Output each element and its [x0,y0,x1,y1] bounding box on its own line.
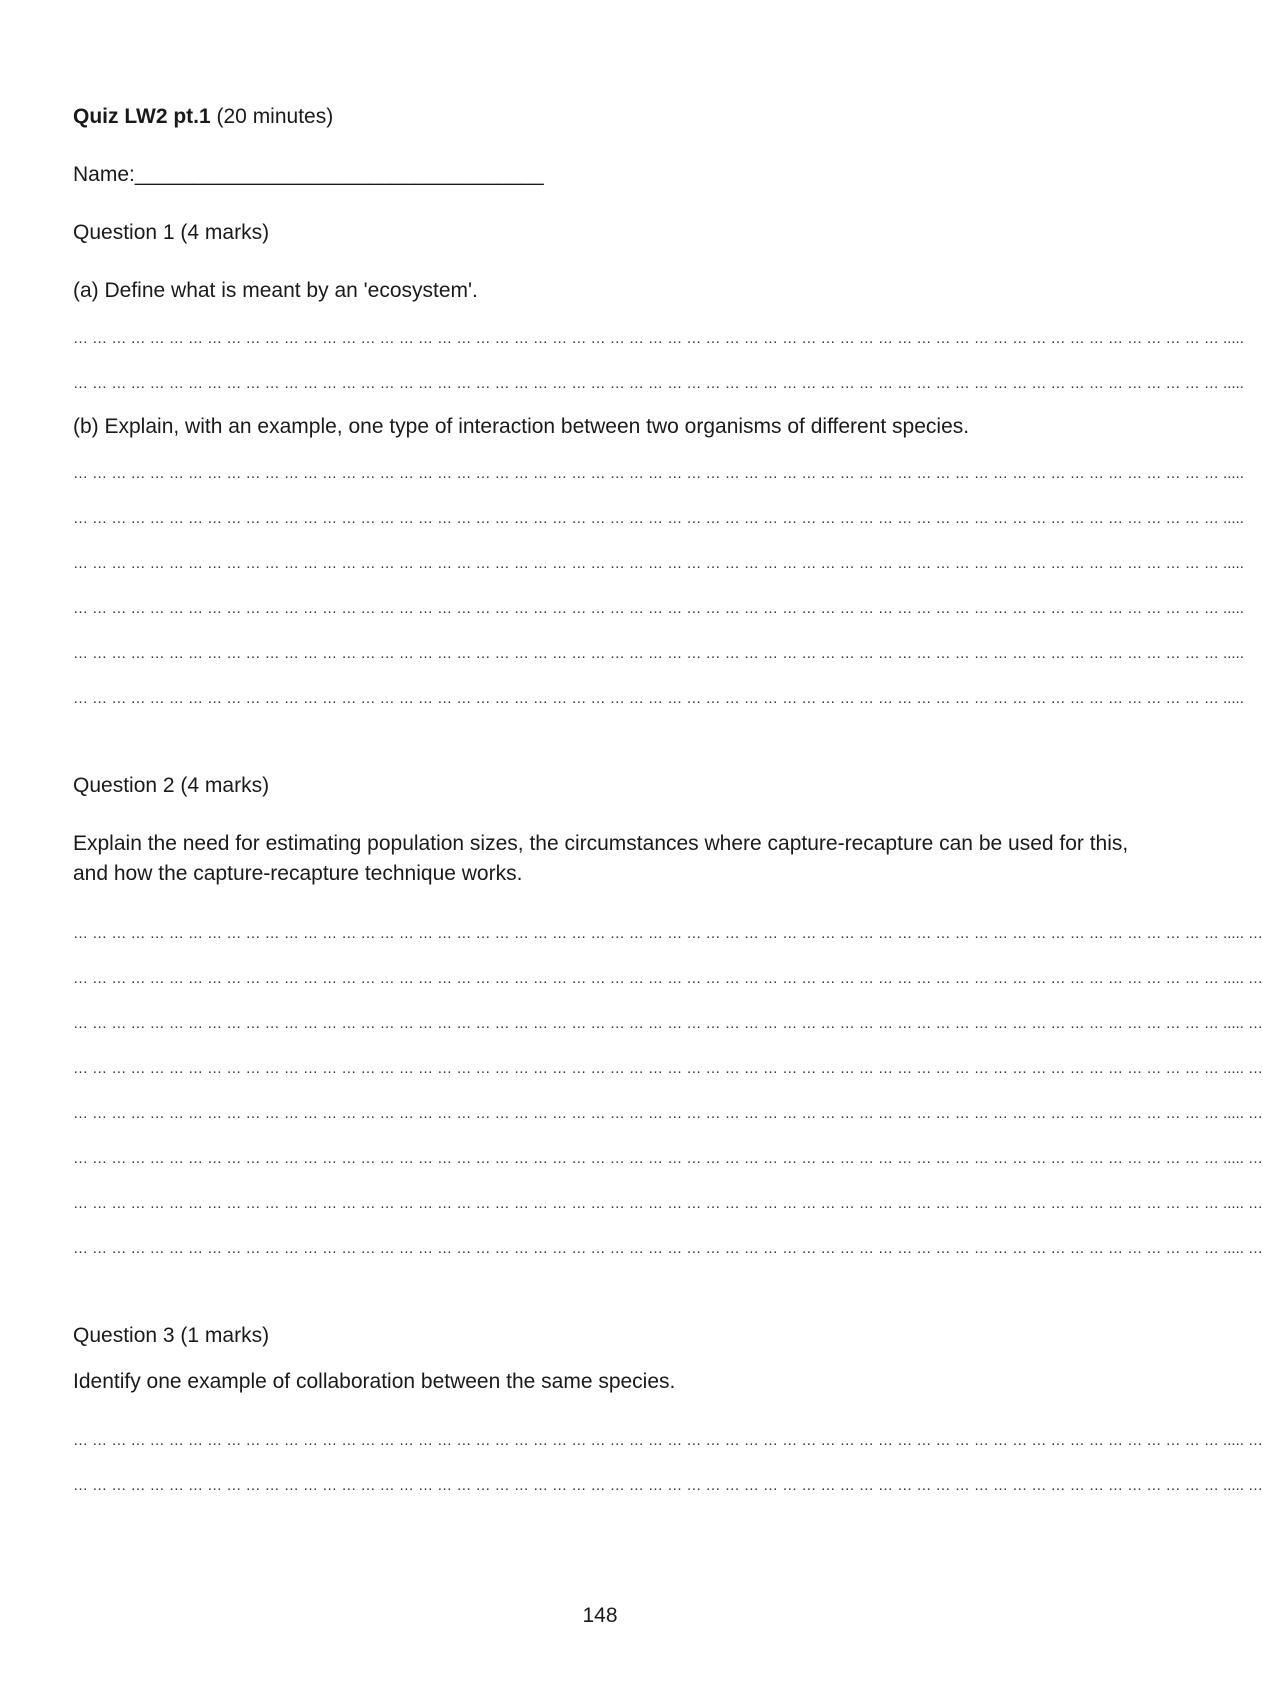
answer-line: … … … … … … … … … … … … … … … … … … … … … … … … … … … … … … … … … … … … … … … … … … … … … … … … … … … … … … … … … … … … ..... [73,555,1244,572]
answer-line: … … … … … … … … … … … … … … … … … … … … … … … … … … … … … … … … … … … … … … … … … … … … … … … … … … … … … … … … … … … … ..... … [73,970,1263,987]
answer-line: … … … … … … … … … … … … … … … … … … … … … … … … … … … … … … … … … … … … … … … … … … … … … … … … … … … … … … … … … … … … ..... … [73,1060,1263,1077]
answer-line: … … … … … … … … … … … … … … … … … … … … … … … … … … … … … … … … … … … … … … … … … … … … … … … … … … … … … … … … … … … … ..... … [73,1015,1263,1032]
answer-line: … … … … … … … … … … … … … … … … … … … … … … … … … … … … … … … … … … … … … … … … … … … … … … … … … … … … … … … … … … … … ..... … [73,1105,1263,1122]
answer-line: … … … … … … … … … … … … … … … … … … … … … … … … … … … … … … … … … … … … … … … … … … … … … … … … … … … … … … … … … … … … ..... [73,645,1244,662]
answer-line: … … … … … … … … … … … … … … … … … … … … … … … … … … … … … … … … … … … … … … … … … … … … … … … … … … … … … … … … … … … … ..... … [73,1150,1263,1167]
answer-line: … … … … … … … … … … … … … … … … … … … … … … … … … … … … … … … … … … … … … … … … … … … … … … … … … … … … … … … … … … … … ..... [73,690,1244,707]
answer-line: … … … … … … … … … … … … … … … … … … … … … … … … … … … … … … … … … … … … … … … … … … … … … … … … … … … … … … … … … … … … ..... [73,465,1244,482]
answer-line: … … … … … … … … … … … … … … … … … … … … … … … … … … … … … … … … … … … … … … … … … … … … … … … … … … … … … … … … … … … … ..... [73,330,1244,347]
answer-line: … … … … … … … … … … … … … … … … … … … … … … … … … … … … … … … … … … … … … … … … … … … … … … … … … … … … … … … … … … … … ..... … [73,1477,1263,1494]
answer-line: … … … … … … … … … … … … … … … … … … … … … … … … … … … … … … … … … … … … … … … … … … … … … … … … … … … … … … … … … … … … ..... … [73,1195,1263,1212]
question-3-heading: Question 3 (1 marks) [73,1324,270,1347]
page-number: 148 [582,1604,618,1627]
answer-line: … … … … … … … … … … … … … … … … … … … … … … … … … … … … … … … … … … … … … … … … … … … … … … … … … … … … … … … … … … … … ..... [73,600,1244,617]
quiz-title [73,102,333,131]
answer-line: … … … … … … … … … … … … … … … … … … … … … … … … … … … … … … … … … … … … … … … … … … … … … … … … … … … … … … … … … … … … ..... [73,510,1244,527]
quiz-title-bold: Quiz LW2 pt.1 [73,105,211,128]
answer-line: … … … … … … … … … … … … … … … … … … … … … … … … … … … … … … … … … … … … … … … … … … … … … … … … … … … … … … … … … … … … ..... … [73,1240,1263,1257]
question-3-prompt: Identify one example of collaboration between the same species. [73,1370,676,1393]
quiz-duration: (20 minutes) [210,105,334,128]
question-1-heading: Question 1 (4 marks) [73,221,270,244]
question-1b-prompt: (b) Explain, with an example, one type of interaction between two organisms of different species. [73,415,970,438]
question-1a-prompt: (a) Define what is meant by an 'ecosystem'. [73,279,478,302]
name-field: Name:___________________________________ [73,163,544,186]
question-2-prompt: Explain the need for estimating population sizes, the circumstances where capture-recapture can be used for this, and how the capture-recapture technique works. [73,832,1129,885]
answer-line: … … … … … … … … … … … … … … … … … … … … … … … … … … … … … … … … … … … … … … … … … … … … … … … … … … … … … … … … … … … … ..... … [73,1432,1263,1449]
question-2-heading: Question 2 (4 marks) [73,774,270,797]
answer-line: … … … … … … … … … … … … … … … … … … … … … … … … … … … … … … … … … … … … … … … … … … … … … … … … … … … … … … … … … … … … ..... [73,375,1244,392]
answer-line: … … … … … … … … … … … … … … … … … … … … … … … … … … … … … … … … … … … … … … … … … … … … … … … … … … … … … … … … … … … … ..... … [73,925,1263,942]
